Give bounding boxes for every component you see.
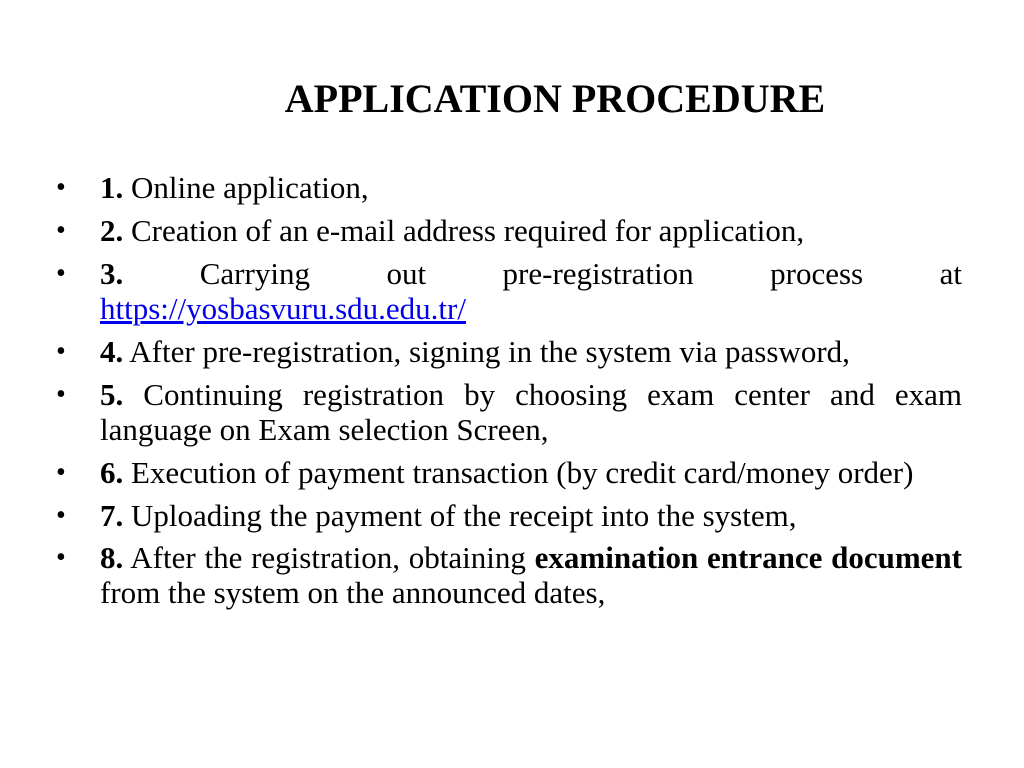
step-number: 4.: [100, 334, 124, 369]
bullet-icon: •: [56, 336, 66, 367]
slide-title: APPLICATION PROCEDURE: [284, 76, 826, 121]
bullet-icon: •: [56, 172, 66, 203]
list-item-2: [56, 213, 962, 248]
step-number: 7.: [100, 498, 124, 533]
step-number: 2.: [100, 213, 124, 248]
step-text: Carrying out pre-registration process at: [123, 256, 962, 291]
list-item-3: [56, 256, 962, 326]
step-text: Creation of an e-mail address required for application,: [123, 213, 805, 248]
step-number: 8.: [100, 540, 124, 575]
procedure-list: [56, 170, 962, 618]
bullet-icon: •: [56, 500, 66, 531]
list-item-1: [56, 170, 962, 205]
bullet-icon: •: [56, 457, 66, 488]
list-item-5: [56, 377, 962, 447]
step-text: Continuing registration by choosing exam center and exam language on Exam selection Screen,: [100, 377, 962, 447]
step-number: 5.: [100, 377, 124, 412]
bullet-icon: •: [56, 542, 66, 573]
step-number: 3.: [100, 256, 124, 291]
step-text-bold: examination entrance document: [534, 540, 962, 575]
step-number: 1.: [100, 170, 124, 205]
step-text: After pre-registration, signing in the system via password,: [123, 334, 850, 369]
bullet-icon: •: [56, 258, 66, 289]
bullet-icon: •: [56, 215, 66, 246]
step-line: [100, 256, 962, 291]
list-item-4: [56, 334, 962, 369]
list-item-8: [56, 540, 962, 610]
step-number: 6.: [100, 455, 124, 490]
step-text: Online application,: [123, 170, 369, 205]
list-item-7: [56, 498, 962, 533]
step-text: Uploading the payment of the receipt into the system,: [123, 498, 797, 533]
step-text: Execution of payment transaction (by credit card/money order): [123, 455, 914, 490]
step-text-before: After the registration, obtaining: [123, 540, 535, 575]
registration-link[interactable]: https://yosbasvuru.sdu.edu.tr/: [100, 291, 466, 326]
list-item-6: [56, 455, 962, 490]
bullet-icon: •: [56, 379, 66, 410]
step-text-after: from the system on the announced dates,: [100, 575, 606, 610]
